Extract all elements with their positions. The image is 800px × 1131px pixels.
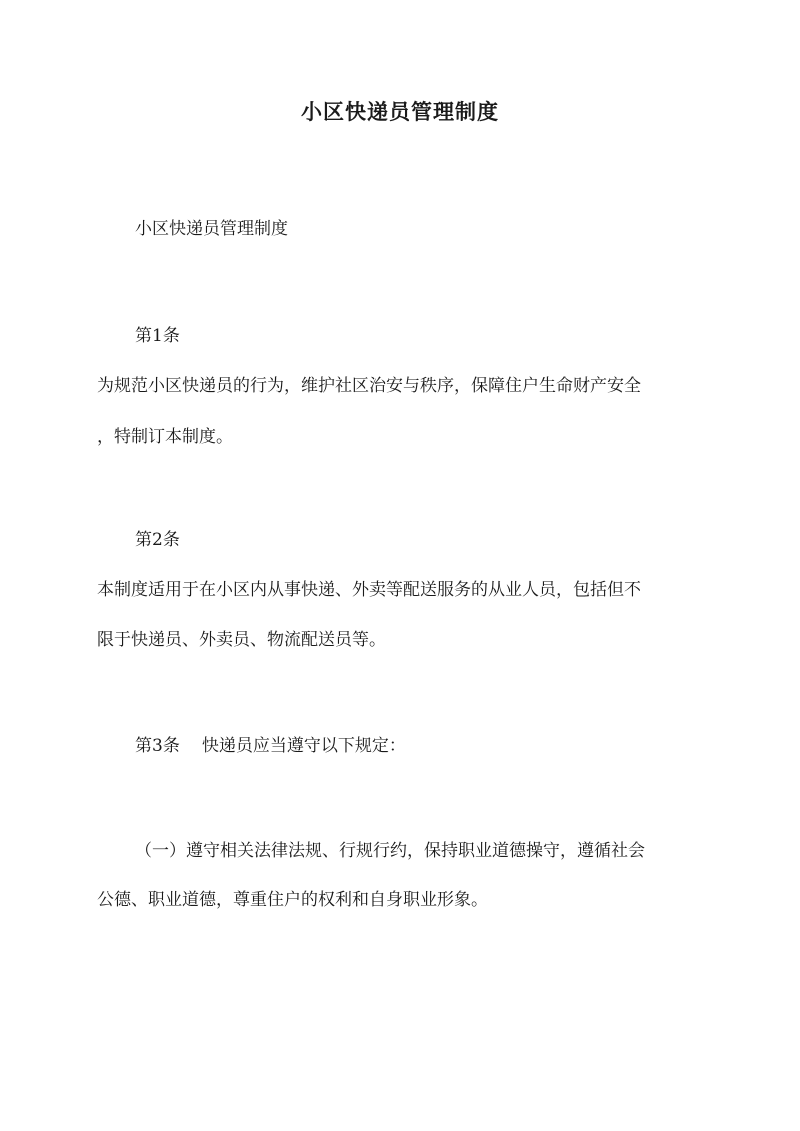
article-1-heading: 第1条 <box>135 326 180 346</box>
article-1-text-line-2: ，特制订本制度。 <box>97 427 233 447</box>
document-subtitle: 小区快递员管理制度 <box>135 219 288 239</box>
article-3-line <box>135 733 406 759</box>
article-2-heading: 第2条 <box>135 530 180 550</box>
article-2-text-line-2: 限于快递员、外卖员、物流配送员等。 <box>97 630 386 650</box>
document-title: 小区快递员管理制度 <box>301 99 499 124</box>
clause-1-text-line-1: （一）遵守相关法律法规、行规行约，保持职业道德操守，遵循社会 <box>135 841 645 861</box>
article-1-text-line-1: 为规范小区快递员的行为，维护社区治安与秩序，保障住户生命财产安全 <box>97 376 641 396</box>
article-3-heading: 第3条 <box>135 736 180 756</box>
article-2-text-line-1: 本制度适用于在小区内从事快递、外卖等配送服务的从业人员，包括但不 <box>97 580 641 600</box>
clause-1-text-line-2: 公德、职业道德，尊重住户的权利和自身职业形象。 <box>97 890 488 910</box>
article-3-text: 快递员应当遵守以下规定： <box>201 736 406 756</box>
